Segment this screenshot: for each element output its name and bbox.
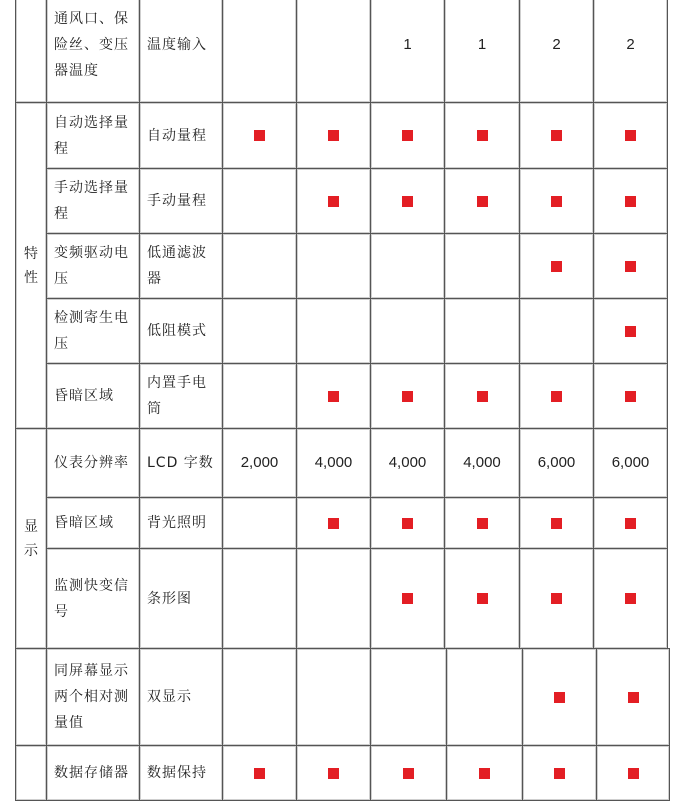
value-cell (370, 102, 445, 169)
function-text: 温度输入 (147, 36, 207, 53)
value-cell (593, 102, 668, 169)
value-cell (370, 497, 445, 549)
feature-supported-icon (328, 196, 339, 207)
value-cell (370, 648, 447, 746)
value-cell (222, 0, 297, 103)
value-text: 2 (626, 35, 635, 53)
value-cell (296, 102, 371, 169)
value-cell (370, 233, 445, 299)
function-cell (139, 298, 223, 364)
value-cell (593, 168, 668, 234)
function-cell (139, 648, 223, 746)
value-cell (296, 497, 371, 549)
value-cell (444, 548, 520, 649)
value-cell (296, 648, 371, 746)
group-cell (15, 428, 47, 649)
value-cell (444, 168, 520, 234)
value-cell (370, 548, 445, 649)
value-cell (519, 497, 594, 549)
feature-supported-icon (554, 768, 565, 779)
value-cell (222, 168, 297, 234)
feature-text: 通风口、保险丝、变压器温度 (54, 10, 129, 79)
feature-supported-icon (402, 196, 413, 207)
value-cell (446, 745, 523, 801)
group-cell (15, 648, 47, 746)
value-cell (593, 233, 668, 299)
value-cell (296, 168, 371, 234)
group-label: 特性 (24, 245, 38, 286)
feature-supported-icon (479, 768, 490, 779)
value-cell (519, 233, 594, 299)
feature-supported-icon (628, 692, 639, 703)
function-text: 背光照明 (147, 515, 207, 531)
feature-supported-icon (625, 391, 636, 402)
value-cell (519, 168, 594, 234)
value-cell (222, 102, 297, 169)
feature-text: 变频驱动电压 (54, 245, 129, 287)
feature-text: 昏暗区域 (54, 388, 114, 404)
feature-text: 同屏幕显示两个相对测量值 (54, 663, 129, 731)
value-cell (593, 0, 668, 103)
feature-supported-icon (254, 768, 265, 779)
value-cell (222, 428, 297, 498)
feature-supported-icon (551, 593, 562, 604)
value-cell (596, 648, 670, 746)
function-text: 手动量程 (147, 193, 207, 209)
value-cell (519, 428, 594, 498)
function-text: 低通滤波器 (147, 245, 207, 287)
feature-supported-icon (254, 130, 265, 141)
group-label: 显示 (24, 518, 38, 559)
function-cell (139, 548, 223, 649)
feature-text: 数据存储器 (54, 765, 129, 781)
feature-cell (46, 233, 140, 299)
feature-supported-icon (402, 130, 413, 141)
feature-supported-icon (625, 518, 636, 529)
value-cell (370, 298, 445, 364)
function-text: 双显示 (147, 689, 192, 705)
function-text: 条形图 (147, 590, 192, 607)
feature-supported-icon (625, 261, 636, 272)
feature-text: 仪表分辨率 (54, 455, 129, 471)
value-cell (444, 0, 520, 103)
feature-supported-icon (402, 593, 413, 604)
function-cell (139, 233, 223, 299)
value-cell (370, 363, 445, 429)
value-cell (370, 168, 445, 234)
value-cell (593, 298, 668, 364)
feature-text: 检测寄生电压 (54, 310, 129, 352)
feature-cell (46, 428, 140, 498)
value-cell (296, 428, 371, 498)
feature-supported-icon (551, 261, 562, 272)
value-cell (444, 363, 520, 429)
value-cell (296, 0, 371, 103)
feature-cell (46, 548, 140, 649)
function-text: 内置手电筒 (147, 375, 207, 417)
value-cell (296, 745, 371, 801)
feature-text: 自动选择量程 (54, 114, 129, 157)
feature-supported-icon (477, 593, 488, 604)
function-cell (139, 745, 223, 801)
feature-supported-icon (477, 130, 488, 141)
feature-supported-icon (625, 593, 636, 604)
value-cell (370, 0, 445, 103)
value-text: 6,000 (611, 454, 650, 471)
value-cell (296, 363, 371, 429)
value-cell (444, 298, 520, 364)
function-cell (139, 168, 223, 234)
value-cell (519, 548, 594, 649)
value-cell (370, 428, 445, 498)
value-cell (222, 233, 297, 299)
function-cell (139, 102, 223, 169)
feature-supported-icon (628, 768, 639, 779)
function-cell (139, 363, 223, 429)
feature-supported-icon (328, 518, 339, 529)
feature-supported-icon (328, 391, 339, 402)
group-cell (15, 745, 47, 801)
value-text: 1 (477, 35, 487, 53)
value-cell (296, 548, 371, 649)
feature-cell (46, 745, 140, 801)
value-cell (446, 648, 523, 746)
feature-supported-icon (551, 391, 562, 402)
feature-supported-icon (402, 518, 413, 529)
feature-cell (46, 102, 140, 169)
value-cell (519, 298, 594, 364)
value-text: 4,000 (388, 454, 427, 471)
function-cell (139, 497, 223, 549)
value-cell (444, 428, 520, 498)
feature-cell (46, 363, 140, 429)
function-cell (139, 428, 223, 498)
value-cell (370, 745, 447, 801)
value-cell (296, 298, 371, 364)
feature-text: 监测快变信号 (54, 577, 129, 620)
function-text: 低阻模式 (147, 323, 207, 339)
feature-cell (46, 298, 140, 364)
value-cell (222, 363, 297, 429)
value-cell (222, 648, 297, 746)
feature-supported-icon (551, 130, 562, 141)
value-text: 2 (552, 35, 561, 53)
feature-supported-icon (477, 391, 488, 402)
feature-supported-icon (403, 768, 414, 779)
feature-supported-icon (328, 130, 339, 141)
value-cell (222, 745, 297, 801)
feature-supported-icon (402, 391, 413, 402)
value-cell (222, 548, 297, 649)
value-text: 1 (403, 35, 412, 53)
value-cell (519, 0, 594, 103)
value-cell (522, 648, 597, 746)
group-cell (15, 102, 47, 429)
value-cell (296, 233, 371, 299)
feature-supported-icon (551, 196, 562, 207)
value-text: 4,000 (314, 454, 353, 471)
value-text: 2,000 (240, 454, 279, 471)
function-text: LCD 字数 (147, 455, 214, 471)
feature-text: 昏暗区域 (54, 515, 114, 531)
value-cell (444, 497, 520, 549)
feature-supported-icon (477, 518, 488, 529)
feature-cell (46, 497, 140, 549)
feature-supported-icon (328, 768, 339, 779)
value-cell (593, 548, 668, 649)
feature-supported-icon (554, 692, 565, 703)
value-cell (519, 363, 594, 429)
group-cell (15, 0, 47, 103)
value-cell (522, 745, 597, 801)
value-cell (593, 428, 668, 498)
feature-supported-icon (477, 196, 488, 207)
value-cell (596, 745, 670, 801)
function-cell (139, 0, 223, 103)
value-cell (593, 363, 668, 429)
value-cell (444, 102, 520, 169)
value-cell (519, 102, 594, 169)
feature-supported-icon (625, 196, 636, 207)
feature-cell (46, 0, 140, 103)
feature-cell (46, 648, 140, 746)
feature-cell (46, 168, 140, 234)
value-cell (222, 497, 297, 549)
feature-supported-icon (551, 518, 562, 529)
value-cell (222, 298, 297, 364)
value-text: 4,000 (463, 454, 501, 471)
value-cell (593, 497, 668, 549)
function-text: 数据保持 (147, 765, 207, 781)
feature-text: 手动选择量程 (54, 180, 129, 222)
value-cell (444, 233, 520, 299)
function-text: 自动量程 (147, 127, 207, 144)
feature-supported-icon (625, 326, 636, 337)
feature-supported-icon (625, 130, 636, 141)
value-text: 6,000 (537, 454, 576, 471)
